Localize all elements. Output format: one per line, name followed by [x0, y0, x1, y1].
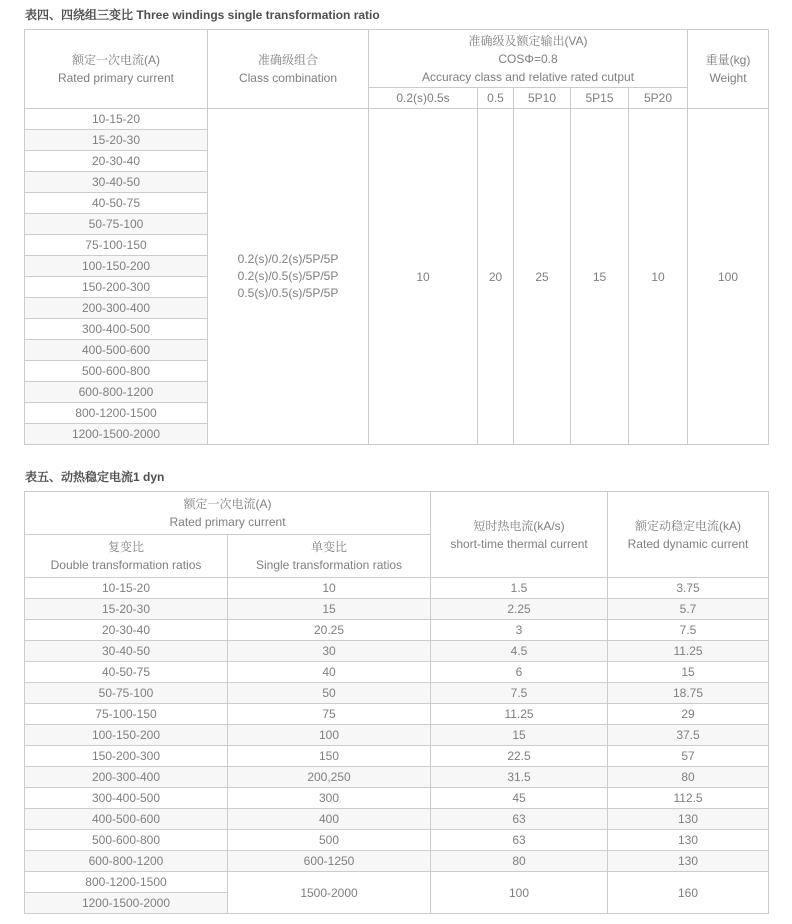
table4-three-windings: [24, 29, 769, 445]
dynamic-current-cell: 3.75: [608, 578, 769, 599]
thermal-current-cell: 31.5: [431, 767, 608, 788]
double-ratio-cell: 75-100-150: [25, 704, 228, 725]
dynamic-current-cell: 130: [608, 851, 769, 872]
class-combination-line: 0.2(s)/0.5(s)/5P/5P: [237, 268, 339, 283]
double-ratio-cell: 20-30-40: [25, 620, 228, 641]
single-ratio-cell: 600-1250: [228, 851, 431, 872]
table-row: [25, 599, 769, 620]
thermal-current-cell: 7.5: [431, 683, 608, 704]
dynamic-current-cell: 5.7: [608, 599, 769, 620]
header-class-0.5: 0.5: [478, 88, 514, 109]
dynamic-current-cell: 160: [608, 872, 769, 914]
header-accuracy-zh: 准确级及额定输出(VA): [468, 33, 588, 48]
header-accuracy-rated-output: [369, 30, 688, 88]
dynamic-current-cell: 112.5: [608, 788, 769, 809]
header-double-transformation-ratios: [25, 535, 228, 578]
thermal-current-cell: 2.25: [431, 599, 608, 620]
thermal-current-cell: 11.25: [431, 704, 608, 725]
header-thermal-en: short-time thermal current: [450, 536, 588, 551]
primary-current-cell: 600-800-1200: [25, 382, 208, 403]
class-combination-line: 0.5(s)/0.5(s)/5P/5P: [237, 285, 339, 300]
header-single-en: Single transformation ratios: [255, 558, 403, 572]
table-row: [25, 809, 769, 830]
table5-header: [25, 492, 769, 578]
header-rated-dynamic-current: [608, 492, 769, 578]
primary-current-cell: 500-600-800: [25, 361, 208, 382]
header-dynamic-en: Rated dynamic current: [627, 536, 749, 551]
double-ratio-cell: 400-500-600: [25, 809, 228, 830]
thermal-current-cell: 100: [431, 872, 608, 914]
header-thermal-zh: 短时热电流(kA/s): [473, 518, 565, 533]
table-row: [25, 109, 769, 130]
single-ratio-cell: 50: [228, 683, 431, 704]
header-dynamic-zh: 额定动稳定电流(kA): [635, 518, 742, 533]
dynamic-current-cell: 11.25: [608, 641, 769, 662]
double-ratio-cell: 50-75-100: [25, 683, 228, 704]
thermal-current-cell: 1.5: [431, 578, 608, 599]
table-row: [25, 767, 769, 788]
header-rated-primary-current-zh: 额定一次电流(A): [72, 53, 160, 67]
dynamic-current-cell: 37.5: [608, 725, 769, 746]
header-accuracy-en: Accuracy class and relative rated cutput: [421, 69, 635, 84]
dynamic-current-cell: 80: [608, 767, 769, 788]
table-row: [25, 704, 769, 725]
table-row: [25, 725, 769, 746]
double-ratio-cell: 200-300-400: [25, 767, 228, 788]
thermal-current-cell: 4.5: [431, 641, 608, 662]
header-rated-primary-current-en: Rated primary current: [57, 71, 175, 85]
primary-current-cell: 40-50-75: [25, 193, 208, 214]
header-class-combination-en: Class combination: [238, 71, 338, 85]
double-ratio-cell: 30-40-50: [25, 641, 228, 662]
double-ratio-cell: 10-15-20: [25, 578, 228, 599]
header-rated-primary-current-en: Rated primary current: [169, 515, 286, 529]
table-row: [25, 872, 769, 893]
output-va-cell: 20: [478, 109, 514, 445]
thermal-current-cell: 6: [431, 662, 608, 683]
thermal-current-cell: 45: [431, 788, 608, 809]
header-rated-primary-current-zh: 额定一次电流(A): [183, 497, 272, 511]
primary-current-cell: 75-100-150: [25, 235, 208, 256]
header-class-5p15: 5P15: [571, 88, 629, 109]
double-ratio-cell: 40-50-75: [25, 662, 228, 683]
double-ratio-cell: 1200-1500-2000: [25, 893, 228, 914]
table-row: [25, 851, 769, 872]
table4-header: [25, 30, 769, 109]
table4-body: [25, 109, 769, 445]
single-ratio-cell: 150: [228, 746, 431, 767]
thermal-current-cell: 3: [431, 620, 608, 641]
single-ratio-cell: 300: [228, 788, 431, 809]
dynamic-current-cell: 18.75: [608, 683, 769, 704]
header-double-zh: 复变比: [107, 540, 144, 554]
double-ratio-cell: 500-600-800: [25, 830, 228, 851]
double-ratio-cell: 100-150-200: [25, 725, 228, 746]
single-ratio-cell: 20.25: [228, 620, 431, 641]
table-row: [25, 830, 769, 851]
header-accuracy-cos: COSΦ=0.8: [498, 51, 558, 66]
output-va-cell: 10: [629, 109, 688, 445]
dynamic-current-cell: 7.5: [608, 620, 769, 641]
output-va-cell: 25: [514, 109, 571, 445]
dynamic-current-cell: 57: [608, 746, 769, 767]
table5-section: [24, 470, 768, 914]
single-ratio-cell: 10: [228, 578, 431, 599]
dynamic-current-cell: 29: [608, 704, 769, 725]
table-row: [25, 578, 769, 599]
primary-current-cell: 300-400-500: [25, 319, 208, 340]
primary-current-cell: 100-150-200: [25, 256, 208, 277]
header-short-time-thermal-current: [431, 492, 608, 578]
double-ratio-cell: 600-800-1200: [25, 851, 228, 872]
primary-current-cell: 150-200-300: [25, 277, 208, 298]
single-ratio-cell: 75: [228, 704, 431, 725]
dynamic-current-cell: 130: [608, 830, 769, 851]
primary-current-cell: 200-300-400: [25, 298, 208, 319]
primary-current-cell: 20-30-40: [25, 151, 208, 172]
header-weight-zh: 重量(kg): [705, 53, 751, 67]
header-class-0.2s0.5s: 0.2(s)0.5s: [369, 88, 478, 109]
table4-section: [24, 8, 768, 445]
thermal-current-cell: 63: [431, 830, 608, 851]
table-row: [25, 620, 769, 641]
header-class-combination-zh: 准确级组合: [257, 53, 318, 67]
single-ratio-cell: 400: [228, 809, 431, 830]
header-weight-en: Weight: [709, 71, 747, 85]
table-row: [25, 683, 769, 704]
header-double-en: Double transformation ratios: [50, 558, 202, 572]
table5-title: 表五、动热稳定电流1 dyn: [25, 470, 165, 484]
double-ratio-cell: 15-20-30: [25, 599, 228, 620]
header-rated-primary-current: [25, 492, 431, 535]
header-rated-primary-current: [25, 30, 208, 109]
primary-current-cell: 15-20-30: [25, 130, 208, 151]
header-class-combination: [208, 30, 369, 109]
primary-current-cell: 30-40-50: [25, 172, 208, 193]
thermal-current-cell: 15: [431, 725, 608, 746]
class-combination-line: 0.2(s)/0.2(s)/5P/5P: [237, 251, 339, 266]
thermal-current-cell: 63: [431, 809, 608, 830]
table-row: [25, 788, 769, 809]
primary-current-cell: 1200-1500-2000: [25, 424, 208, 445]
output-va-cell: 15: [571, 109, 629, 445]
table5-dynamic-thermal: [24, 491, 769, 914]
table5-body: [25, 578, 769, 914]
class-combination-cell: [208, 109, 369, 445]
weight-cell: 100: [688, 109, 769, 445]
dynamic-current-cell: 130: [608, 809, 769, 830]
single-ratio-cell: 40: [228, 662, 431, 683]
table-row: [25, 662, 769, 683]
single-ratio-cell: 1500-2000: [228, 872, 431, 914]
single-ratio-cell: 100: [228, 725, 431, 746]
header-class-5p20: 5P20: [629, 88, 688, 109]
table-row: [25, 641, 769, 662]
single-ratio-cell: 200,250: [228, 767, 431, 788]
double-ratio-cell: 150-200-300: [25, 746, 228, 767]
primary-current-cell: 800-1200-1500: [25, 403, 208, 424]
single-ratio-cell: 30: [228, 641, 431, 662]
header-single-transformation-ratios: [228, 535, 431, 578]
class-combination-list: [238, 251, 339, 302]
primary-current-cell: 50-75-100: [25, 214, 208, 235]
single-ratio-cell: 500: [228, 830, 431, 851]
output-va-cell: 10: [369, 109, 478, 445]
table4-title: 表四、四绕组三变比 Three windings single transformation ratio: [25, 8, 380, 22]
thermal-current-cell: 22.5: [431, 746, 608, 767]
primary-current-cell: 10-15-20: [25, 109, 208, 130]
thermal-current-cell: 80: [431, 851, 608, 872]
double-ratio-cell: 300-400-500: [25, 788, 228, 809]
double-ratio-cell: 800-1200-1500: [25, 872, 228, 893]
primary-current-cell: 400-500-600: [25, 340, 208, 361]
header-single-zh: 单变比: [311, 540, 348, 554]
dynamic-current-cell: 15: [608, 662, 769, 683]
table-row: [25, 746, 769, 767]
single-ratio-cell: 15: [228, 599, 431, 620]
header-weight: [688, 30, 769, 109]
header-class-5p10: 5P10: [514, 88, 571, 109]
